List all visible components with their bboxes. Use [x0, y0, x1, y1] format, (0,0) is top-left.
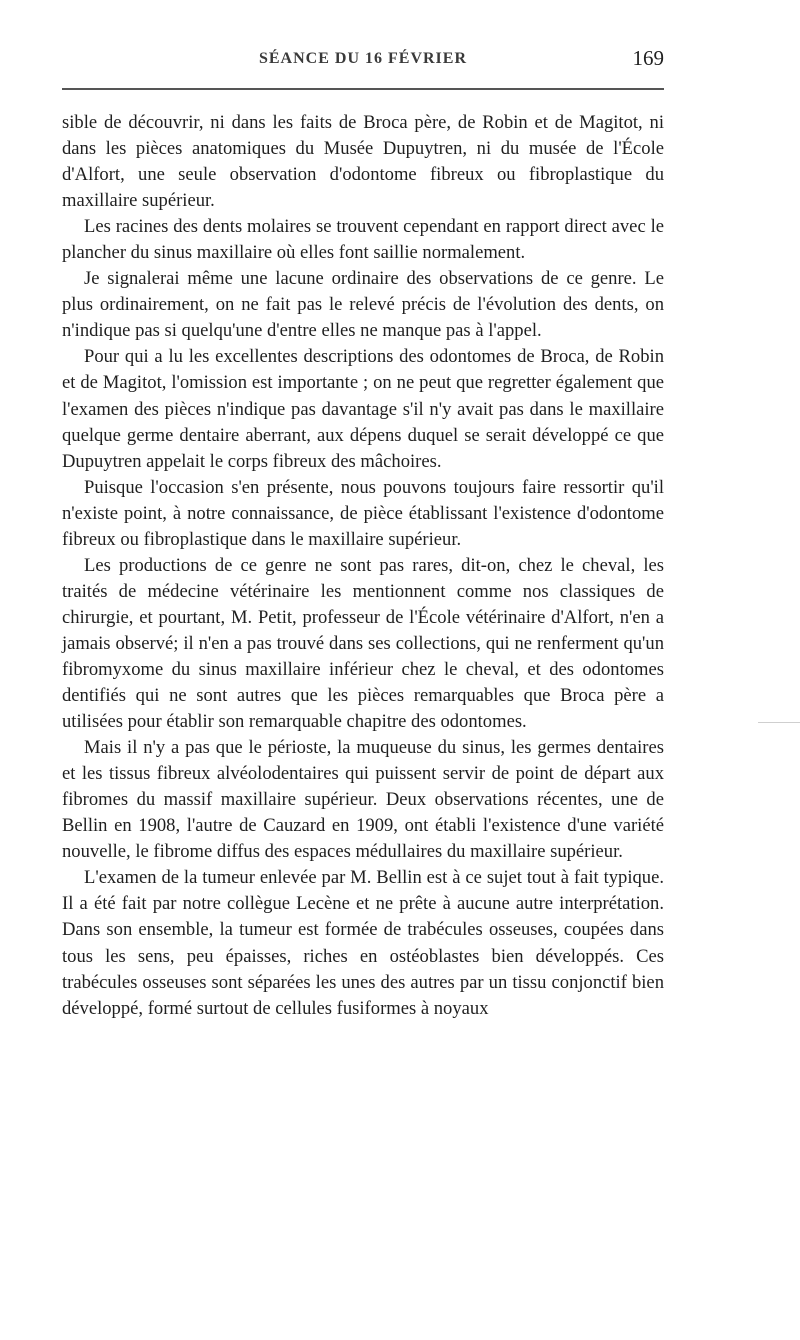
- margin-line: [758, 722, 800, 723]
- paragraph: L'examen de la tumeur enlevée par M. Bellin est à ce sujet tout à fait typique. Il a été fait par notre collègue Lecène et ne prête à aucune autre interprétation. Dans son ensemble, la tumeur est formée de trabécules osseuses, coupées dans tous les sens, peu épaisses, riches en ostéoblastes bien développés. Ces trabécules osseuses sont séparées les unes des autres par un tissu conjonctif bien développé, formé surtout de cellules fusiformes à noyaux: [62, 867, 664, 1019]
- paragraph: Puisque l'occasion s'en présente, nous pouvons toujours faire ressortir qu'il n'existe point, à notre connaissance, de pièce établissant l'existence d'odontome fibreux ou fibroplastique dans le maxillaire supérieur.: [62, 476, 664, 550]
- paragraph: Les racines des dents molaires se trouvent cependant en rapport direct avec le plancher du sinus maxillaire où elles font saillie normalement.: [62, 216, 664, 264]
- paragraph: Je signalerai même une lacune ordinaire des observations de ce genre. Le plus ordinairement, on ne fait pas le relevé précis de l'évolution des dents, on n'indique pas si quelqu'une d'entre elles ne manque pas à l'appel.: [62, 268, 664, 342]
- running-head: SÉANCE DU 16 FÉVRIER: [258, 50, 468, 67]
- page-header: [62, 46, 664, 88]
- page-number: 169: [632, 46, 664, 70]
- paragraph: sible de découvrir, ni dans les faits de Broca père, de Robin et de Magitot, ni dans les pièces anatomiques du Musée Dupuytren, ni du musée de l'École d'Alfort, une seule observation d'odontome fibreux ou fibroplastique du maxillaire supérieur.: [62, 112, 664, 212]
- header-rule: [62, 88, 664, 90]
- paragraph: Pour qui a lu les excellentes descriptions des odontomes de Broca, de Robin et de Magitot, l'omission est importante ; on ne peut que regretter également que l'examen des pièces n'indique pas davantage s'il n'y avait pas dans le maxillaire quelque germe dentaire aberrant, aux dépens duquel se serait développé ce que Dupuytren appelait le corps fibreux des mâchoires.: [62, 346, 664, 472]
- body-text: [62, 110, 664, 1022]
- paragraph: Mais il n'y a pas que le périoste, la muqueuse du sinus, les germes dentaires et les tissus fibreux alvéolodentaires qui puissent servir de point de départ aux fibromes du massif maxillaire supérieur. Deux observations récentes, une de Bellin en 1908, l'autre de Cauzard en 1909, ont établi l'existence d'une variété nouvelle, le fibrome diffus des espaces médullaires du maxillaire supérieur.: [62, 737, 664, 863]
- paragraph: Les productions de ce genre ne sont pas rares, dit-on, chez le cheval, les traités de médecine vétérinaire les mentionnent comme nos classiques de chirurgie, et pourtant, M. Petit, professeur de l'École vétérinaire d'Alfort, n'en a jamais observé; il n'en a pas trouvé dans ses collections, qui ne renferment qu'un fibromyxome du sinus maxillaire inférieur chez le cheval, et des odontomes dentifiés qui ne sont autres que les pièces remarquables que Broca père a utilisées pour établir son remarquable chapitre des odontomes.: [62, 554, 664, 733]
